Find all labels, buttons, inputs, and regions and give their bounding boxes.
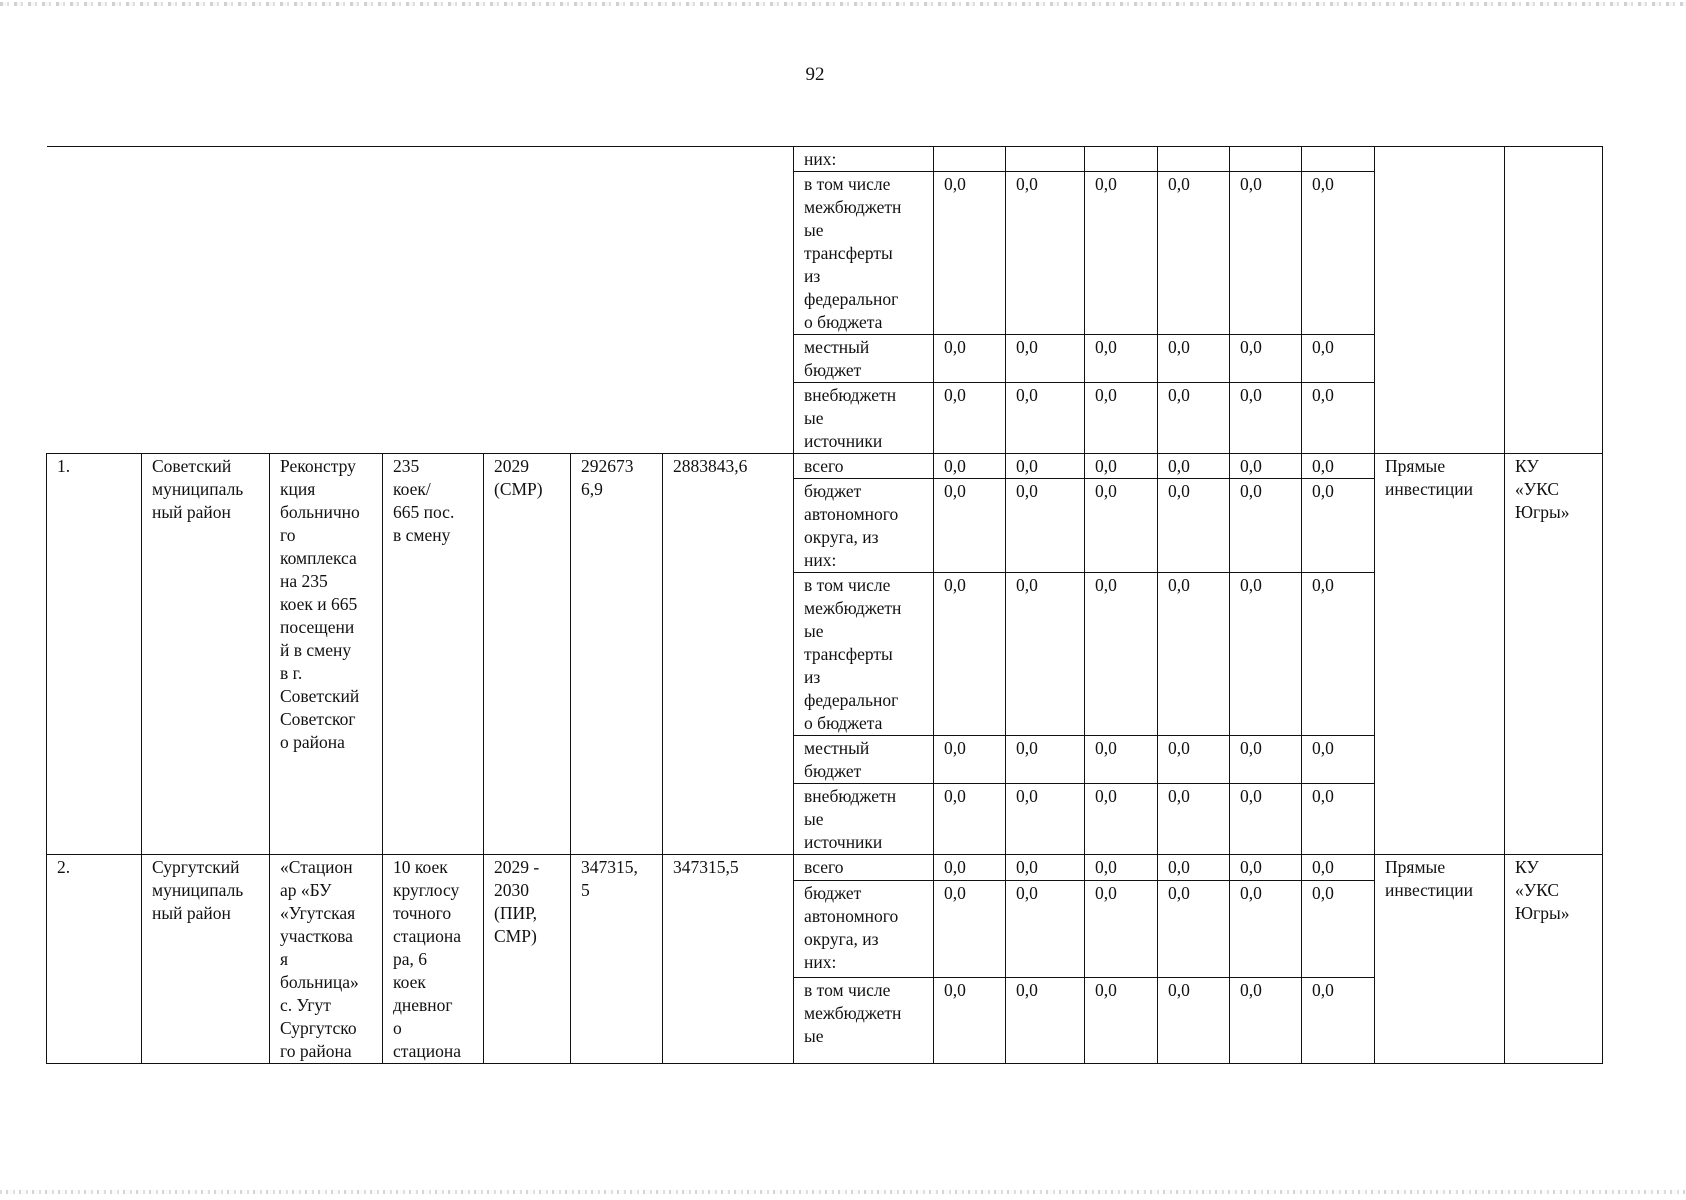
amount-cell: 0,0 [1158,172,1230,335]
amount-cell: 0,0 [1302,573,1375,736]
amount-cell: 0,0 [1085,479,1158,573]
remaining-cost: 2883843,6 [663,454,794,855]
amount-cell: 0,0 [1230,977,1302,1064]
funding-source-label: всего [794,454,934,479]
amount-cell: 0,0 [1006,784,1085,855]
amount-cell: 0,0 [1230,784,1302,855]
funding-source-label: местный бюджет [794,335,934,383]
amount-cell: 0,0 [1085,573,1158,736]
amount-cell: 0,0 [1302,736,1375,784]
amount-cell: 0,0 [934,335,1006,383]
investment-type: Прямые инвестиции [1375,855,1505,1064]
amount-cell: 0,0 [1230,454,1302,479]
row-number: 1. [47,454,142,855]
amount-cell: 0,0 [1158,573,1230,736]
amount-cell: 0,0 [1302,383,1375,454]
amount-cell: 0,0 [1085,335,1158,383]
amount-cell: 0,0 [1006,855,1085,881]
amount-cell: 0,0 [1158,736,1230,784]
funding-source-label: внебюджетн ые источники [794,784,934,855]
funding-source-label: внебюджетн ые источники [794,383,934,454]
amount-cell: 0,0 [1085,784,1158,855]
investment-table [46,146,1603,1064]
amount-cell: 0,0 [1006,335,1085,383]
amount-cell: 0,0 [934,573,1006,736]
funding-source-label: в том числе межбюджетн ые [794,977,934,1064]
amount-cell: 0,0 [1006,172,1085,335]
estimated-cost: 292673 6,9 [571,454,663,855]
amount-cell: 0,0 [1302,977,1375,1064]
amount-cell: 0,0 [1006,573,1085,736]
amount-cell: 0,0 [934,383,1006,454]
investment-type: Прямые инвестиции [1375,454,1505,855]
entry-row [47,855,1603,881]
funding-source-label: в том числе межбюджетн ые трансферты из федеральног о бюджета [794,172,934,335]
amount-cell: 0,0 [1085,454,1158,479]
amount-cell: 0,0 [1302,880,1375,977]
amount-cell: 0,0 [1006,479,1085,573]
amount-cell: 0,0 [1302,855,1375,881]
amount-cell: 0,0 [934,880,1006,977]
amount-cell: 0,0 [934,977,1006,1064]
funding-source-label: бюджет автономного округа, из них: [794,880,934,977]
amount-cell: 0,0 [1302,454,1375,479]
amount-cell: 0,0 [1302,479,1375,573]
construction-years: 2029 (СМР) [484,454,571,855]
funding-source-label: в том числе межбюджетн ые трансферты из федеральног о бюджета [794,573,934,736]
amount-cell: 0,0 [1158,880,1230,977]
amount-cell: 0,0 [1230,172,1302,335]
amount-cell: 0,0 [934,479,1006,573]
amount-cell: 0,0 [1006,454,1085,479]
object-name: Реконстру кция больнично го комплекса на 235 коек и 665 посещени й в смену в г. Советский Советског о района [270,454,383,855]
customer: КУ «УКС Югры» [1505,454,1603,855]
customer-cell [1505,147,1603,454]
amount-cell [1006,147,1085,172]
amount-cell: 0,0 [1158,784,1230,855]
amount-cell: 0,0 [1006,383,1085,454]
amount-cell: 0,0 [1006,736,1085,784]
amount-cell [1302,147,1375,172]
estimated-cost: 347315, 5 [571,855,663,1064]
capacity: 235 коек/ 665 пос. в смену [383,454,484,855]
amount-cell [1158,147,1230,172]
amount-cell: 0,0 [1085,977,1158,1064]
funding-source-label: всего [794,855,934,881]
page-number: 92 [805,64,825,85]
funding-source-label: местный бюджет [794,736,934,784]
amount-cell: 0,0 [1302,784,1375,855]
amount-cell: 0,0 [1158,479,1230,573]
amount-cell: 0,0 [934,784,1006,855]
amount-cell: 0,0 [1085,880,1158,977]
construction-years: 2029 - 2030 (ПИР, СМР) [484,855,571,1064]
scan-artifact-top [0,2,1686,6]
amount-cell [934,147,1006,172]
funding-source-label: бюджет автономного округа, из них: [794,479,934,573]
amount-cell: 0,0 [934,736,1006,784]
amount-cell: 0,0 [1158,335,1230,383]
amount-cell [1230,147,1302,172]
amount-cell: 0,0 [1085,383,1158,454]
amount-cell: 0,0 [1085,736,1158,784]
amount-cell: 0,0 [1230,736,1302,784]
scan-artifact-bottom [0,1190,1686,1194]
amount-cell: 0,0 [1230,880,1302,977]
amount-cell: 0,0 [1006,880,1085,977]
object-name: «Стацион ар «БУ «Угутская участкова я больница» с. Угут Сургутско го района [270,855,383,1064]
amount-cell: 0,0 [1302,172,1375,335]
remaining-cost: 347315,5 [663,855,794,1064]
customer: КУ «УКС Югры» [1505,855,1603,1064]
amount-cell: 0,0 [1085,172,1158,335]
amount-cell: 0,0 [1230,479,1302,573]
amount-cell: 0,0 [1158,855,1230,881]
amount-cell: 0,0 [1302,335,1375,383]
amount-cell: 0,0 [934,172,1006,335]
amount-cell: 0,0 [1230,383,1302,454]
investment-type-cell [1375,147,1505,454]
district-name: Сургутский муниципаль ный район [142,855,270,1064]
district-name: Советский муниципаль ный район [142,454,270,855]
amount-cell: 0,0 [1085,855,1158,881]
row-number: 2. [47,855,142,1064]
amount-cell: 0,0 [934,855,1006,881]
amount-cell: 0,0 [1006,977,1085,1064]
amount-cell: 0,0 [934,454,1006,479]
funding-source-label: них: [794,147,934,172]
amount-cell: 0,0 [1158,383,1230,454]
amount-cell: 0,0 [1158,977,1230,1064]
amount-cell: 0,0 [1230,335,1302,383]
amount-cell [1085,147,1158,172]
entry-row [47,454,1603,479]
amount-cell: 0,0 [1158,454,1230,479]
amount-cell: 0,0 [1230,855,1302,881]
continuation-row [47,147,1603,172]
amount-cell: 0,0 [1230,573,1302,736]
capacity: 10 коек круглосу точного стациона ра, 6 коек дневног о стациона [383,855,484,1064]
blank-area [47,147,794,454]
